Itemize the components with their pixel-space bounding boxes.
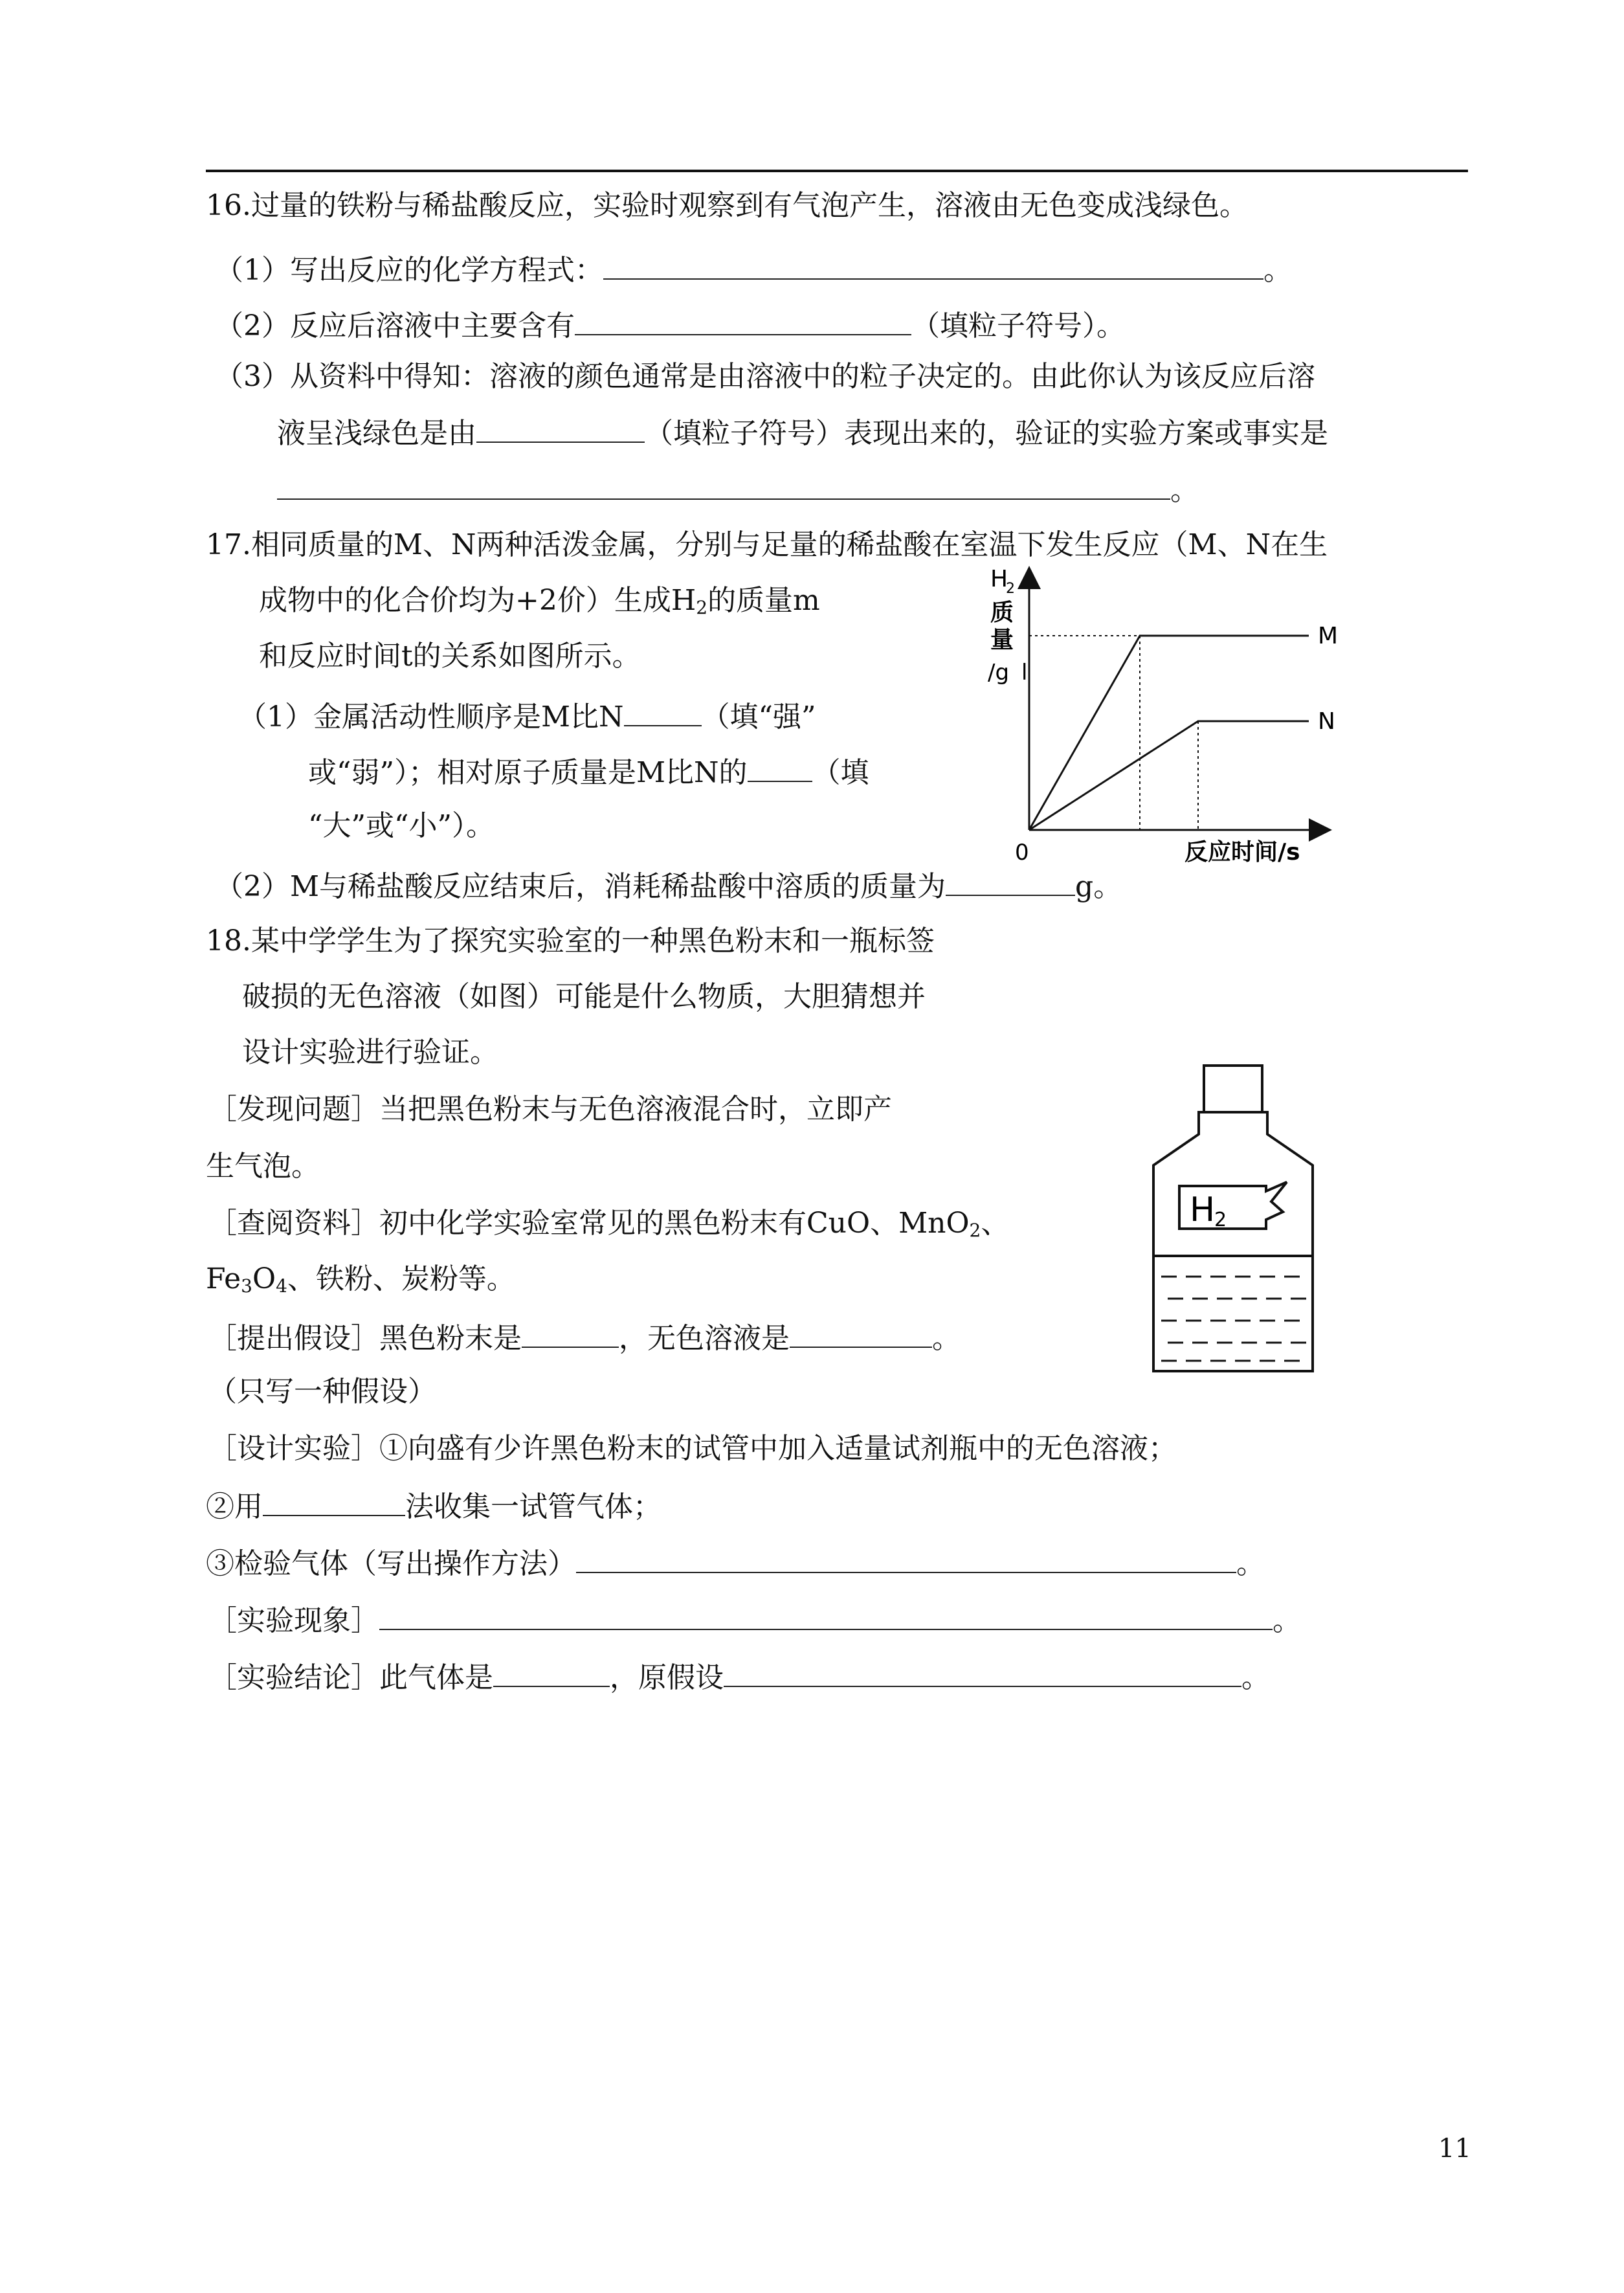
q16-part3-line1: （3）从资料中得知：溶液的颜色通常是由溶液中的粒子决定的。由此你认为该反应后溶 xyxy=(215,360,1315,393)
q18-black-powder-blank[interactable] xyxy=(522,1317,619,1348)
q18-conclusion: ［实验结论］此气体是 ，原假设 。 xyxy=(208,1656,1270,1697)
q17-part1-line1: （1）金属活动性顺序是M比N （填“强” xyxy=(238,695,816,737)
q18-solution-blank[interactable] xyxy=(790,1317,932,1348)
q18-gas-blank[interactable] xyxy=(493,1656,610,1687)
q16-part3-line3: 。 xyxy=(277,469,1199,510)
q18-stem-line2: 破损的无色溶液（如图）可能是什么物质，大胆猜想并 xyxy=(242,980,926,1013)
q18-design-line1: ［设计实验］①向盛有少许黑色粉末的试管中加入适量试剂瓶中的无色溶液； xyxy=(208,1432,1177,1465)
y-axis-label-unit: /g xyxy=(988,660,1010,686)
label-text-sub: 2 xyxy=(1214,1209,1227,1231)
q18-design-line2: ②用 法收集一试管气体； xyxy=(206,1485,662,1527)
y-axis-label-zhi: 质 xyxy=(990,599,1014,626)
q17-stem-line1: 17.相同质量的M、N两种活泼金属，分别与足量的稀盐酸在室温下发生反应（M、N在生 xyxy=(206,528,1328,561)
q17-part1-line3: “大”或“小”）。 xyxy=(308,809,495,842)
q18-stem-line1: 18.某中学学生为了探究实验室的一种黑色粉末和一瓶标签 xyxy=(206,924,935,957)
q18-reference-line2: $Fe_3O_4$、铁粉、炭粉等。 xyxy=(206,1262,515,1297)
q18-collect-method-blank[interactable] xyxy=(263,1485,405,1516)
reagent-bottle-illustration xyxy=(1139,1062,1327,1385)
q17-part1-line2: 或“弱”）；相对原子质量是M比N的 （填 xyxy=(308,751,869,792)
series-label-N: N xyxy=(1318,708,1335,735)
page-number: 11 xyxy=(1438,2134,1471,2164)
series-label-M: M xyxy=(1318,623,1339,649)
q16-part2: （2）反应后溶液中主要含有 （填粒子符号）。 xyxy=(215,304,1125,346)
q16-part3-blank-ion[interactable] xyxy=(476,412,645,443)
q18-design-line3: ③检验气体（写出操作方法） 。 xyxy=(206,1542,1265,1583)
x-axis-label: 反应时间/s xyxy=(1185,839,1300,866)
q18-phenomenon-blank[interactable] xyxy=(379,1599,1273,1630)
q18-stem-line3: 设计实验进行验证。 xyxy=(242,1036,498,1069)
q16-part1: （1）写出反应的化学方程式： 。 xyxy=(215,249,1292,290)
q16-part2-blank[interactable] xyxy=(575,304,911,335)
q18-reference-line1: ［查阅资料］初中化学实验室常见的黑色粉末有CuO、MnO$_2$、 xyxy=(208,1207,1010,1241)
bottle-body xyxy=(1153,1112,1313,1371)
q16-part3-blank-scheme[interactable] xyxy=(277,469,1170,500)
q16-part1-blank[interactable] xyxy=(603,249,1263,280)
series-line-M xyxy=(1029,636,1309,830)
q17-activity-blank[interactable] xyxy=(624,695,702,726)
q17-part2: （2）M与稀盐酸反应结束后，消耗稀盐酸中溶质的质量为 g。 xyxy=(215,865,1122,906)
q18-hypothesis-note: （只写一种假设） xyxy=(208,1375,436,1408)
h2-mass-time-chart xyxy=(971,563,1359,867)
origin-label: 0 xyxy=(1015,840,1029,866)
q18-find-problem-line1: ［发现问题］当把黑色粉末与无色溶液混合时，立即产 xyxy=(208,1093,892,1126)
q18-test-method-blank[interactable] xyxy=(576,1542,1236,1573)
series-line-N xyxy=(1029,721,1309,830)
q18-hypothesis-verdict-blank[interactable] xyxy=(724,1656,1241,1687)
label-text-h: H xyxy=(1190,1191,1216,1229)
y-axis-label-sub: 2 xyxy=(1006,581,1015,597)
q17-atomic-mass-blank[interactable] xyxy=(748,751,812,782)
q17-stem-line3: 和反应时间t的关系如图所示。 xyxy=(259,640,641,673)
q18-phenomenon: ［实验现象］ 。 xyxy=(208,1599,1301,1640)
q18-find-problem-line2: 生气泡。 xyxy=(206,1150,320,1183)
y-tick-label: l xyxy=(1021,660,1028,686)
q18-hypothesis: ［提出假设］黑色粉末是 ，无色溶液是 。 xyxy=(208,1317,961,1358)
q17-mass-blank[interactable] xyxy=(946,865,1075,896)
bottle-stopper xyxy=(1204,1066,1262,1112)
q16-part3-line2: 液呈浅绿色是由 （填粒子符号）表现出来的，验证的实验方案或事实是 xyxy=(277,412,1328,453)
q16-stem: 16.过量的铁粉与稀盐酸反应，实验时观察到有气泡产生，溶液由无色变成浅绿色。 xyxy=(206,189,1248,222)
q17-stem-line2: 成物中的化合价均为+2价）生成$H_2$的质量m xyxy=(259,584,820,618)
y-axis-label-h: H xyxy=(990,566,1008,592)
header-rule xyxy=(206,170,1468,172)
y-axis-label-liang: 量 xyxy=(990,627,1014,653)
